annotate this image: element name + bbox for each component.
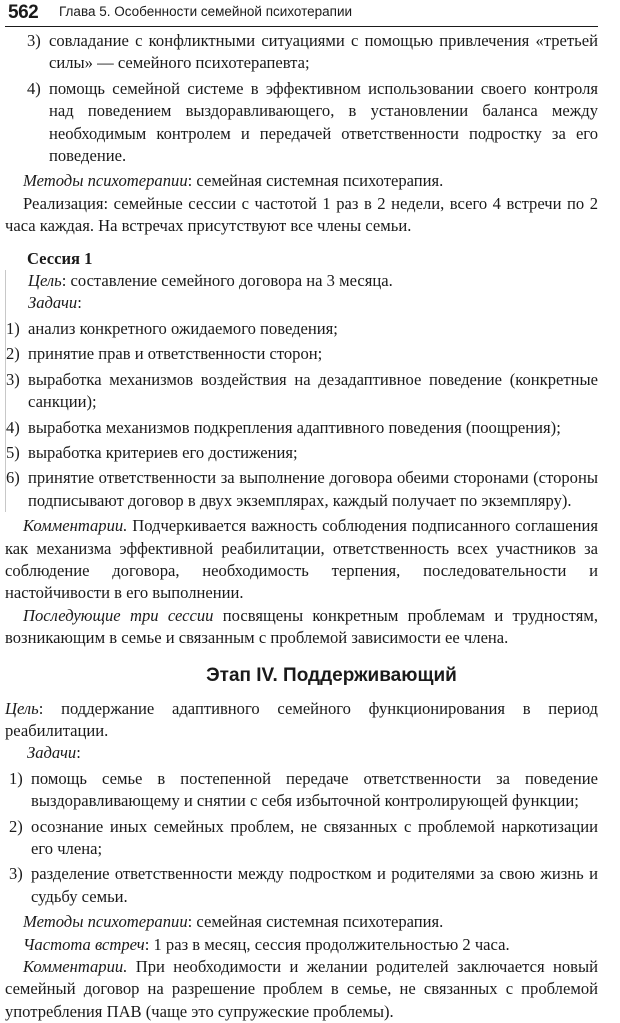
list-number: 3) <box>27 31 41 50</box>
list-number: 6) <box>6 468 20 488</box>
list-number: 4) <box>27 78 41 98</box>
methods-paragraph <box>5 170 598 192</box>
next-sessions-text: посвящены конкретным проблемам и трудностям, возникающим в семье и связанным с проблемой зависимости ее члена. <box>5 605 598 648</box>
list-item <box>9 863 598 908</box>
goal-text: : составление семейного договора на 3 месяца. <box>61 271 393 291</box>
list-number: 3) <box>6 369 20 389</box>
list-text: принятие прав и ответственности сторон; <box>28 344 323 364</box>
stage-tasks-list <box>5 768 598 908</box>
list-item <box>9 768 598 813</box>
list-item <box>6 417 598 439</box>
session-tasks-list <box>6 318 598 512</box>
comments-text: При необходимости и желании родителей заключается новый семейный договор на разрешение проблем в семье, не связанных с проблемой употребления ПАВ (чаще это супружеские проблемы). <box>5 957 598 1021</box>
stage-heading: Этап IV. Поддерживающий <box>206 664 457 686</box>
running-title: Глава 5. Особенности семейной психотерапии <box>59 4 353 19</box>
list-text: анализ конкретного ожидаемого поведения; <box>28 318 338 338</box>
list-text: помощь семье в постепенной передаче ответственности за поведение выздоравливающему и снятии с себя избыточной контролирующей функции; <box>31 768 598 811</box>
stage-frequency <box>5 934 598 956</box>
session-title: Сессия 1 <box>27 248 93 268</box>
page-header <box>5 0 598 30</box>
list-number: 4) <box>6 417 20 437</box>
realization-paragraph: Реализация: семейные сессии с частотой 1 раз в 2 недели, всего 4 встречи по 2 часа каждая. На встречах присутствуют все члены семьи. <box>5 193 598 236</box>
methods-text: : семейная системная психотерапия. <box>187 171 444 191</box>
stage-goal <box>5 698 598 743</box>
list-number: 3) <box>9 864 23 884</box>
list-item <box>6 343 598 365</box>
list-text: выработка механизмов воздействия на дезадаптивное поведение (конкретные санкции); <box>28 369 598 412</box>
goal-label: Цель <box>28 271 62 291</box>
header-rule <box>5 26 598 27</box>
list-item <box>6 369 598 414</box>
list-text: разделение ответственности между подростком и родителями за свою жизнь и судьбу семьи. <box>31 864 598 906</box>
session-goal <box>6 270 598 292</box>
list-item <box>27 30 598 75</box>
tasks-label: Задачи <box>27 743 77 763</box>
goal-label: Цель <box>5 698 39 718</box>
tasks-colon: : <box>77 293 82 313</box>
session-block <box>5 270 598 512</box>
list-number: 1) <box>9 768 23 788</box>
tasks-label: Задачи <box>28 293 78 313</box>
list-item <box>6 442 598 464</box>
list-text: принятие ответственности за выполнение договора обеими сторонами (стороны подписывают договор в двух экземплярах, каждый получает по экземпляру). <box>28 468 598 510</box>
comments-text: Подчеркивается важность соблюдения подписанного соглашения как механизма эффективной реабилитации, ответственность всех участников за соблюдение договора, необходимость терпения, последовательности и настойчивости в его выполнении. <box>5 516 598 603</box>
page-number: 562 <box>8 2 39 23</box>
list-item <box>6 318 598 340</box>
next-sessions-label: Последующие три сессии <box>23 605 214 625</box>
stage-tasks-heading <box>5 742 598 764</box>
list-text: выработка критериев его достижения; <box>28 442 298 462</box>
list-number: 2) <box>6 344 20 364</box>
list-number: 2) <box>9 816 23 836</box>
next-sessions-paragraph <box>5 605 598 650</box>
list-item <box>9 816 598 861</box>
list-number: 1) <box>6 318 20 338</box>
stage-comments <box>5 956 598 1023</box>
list-item <box>27 78 598 168</box>
list-text: осознание иных семейных проблем, не связанных с проблемой наркотизации его члена; <box>31 816 598 858</box>
goals-list-continued <box>5 30 598 167</box>
session-comments <box>5 515 598 605</box>
list-text: помощь семейной системе в эффективном использовании своего контроля над поведением выздоравливающего, в установлении баланса между необходимым контролем и передачей ответственности подростку за его поведение. <box>49 78 598 166</box>
methods-text: : семейная системная психотерапия. <box>187 912 444 932</box>
frequency-label: Частота встреч <box>23 934 145 954</box>
methods-label: Методы психотерапии <box>23 912 188 932</box>
comments-label: Комментарии. <box>23 516 128 536</box>
list-number: 5) <box>6 442 20 462</box>
frequency-text: : 1 раз в месяц, сессия продолжительностью 2 часа. <box>144 934 510 954</box>
session-tasks-heading <box>6 292 598 314</box>
list-item <box>6 467 598 512</box>
goal-text: : поддержание адаптивного семейного функционирования в период реабилитации. <box>5 698 598 740</box>
tasks-colon: : <box>76 743 81 763</box>
stage-methods <box>5 911 598 933</box>
list-text: выработка механизмов подкрепления адаптивного поведения (поощрения); <box>28 417 561 437</box>
methods-label: Методы психотерапии <box>23 171 188 191</box>
list-text: совладание с конфликтными ситуациями с помощью привлечения «третьей силы» — семейного психотерапевта; <box>49 31 598 73</box>
comments-label: Комментарии. <box>23 957 128 977</box>
